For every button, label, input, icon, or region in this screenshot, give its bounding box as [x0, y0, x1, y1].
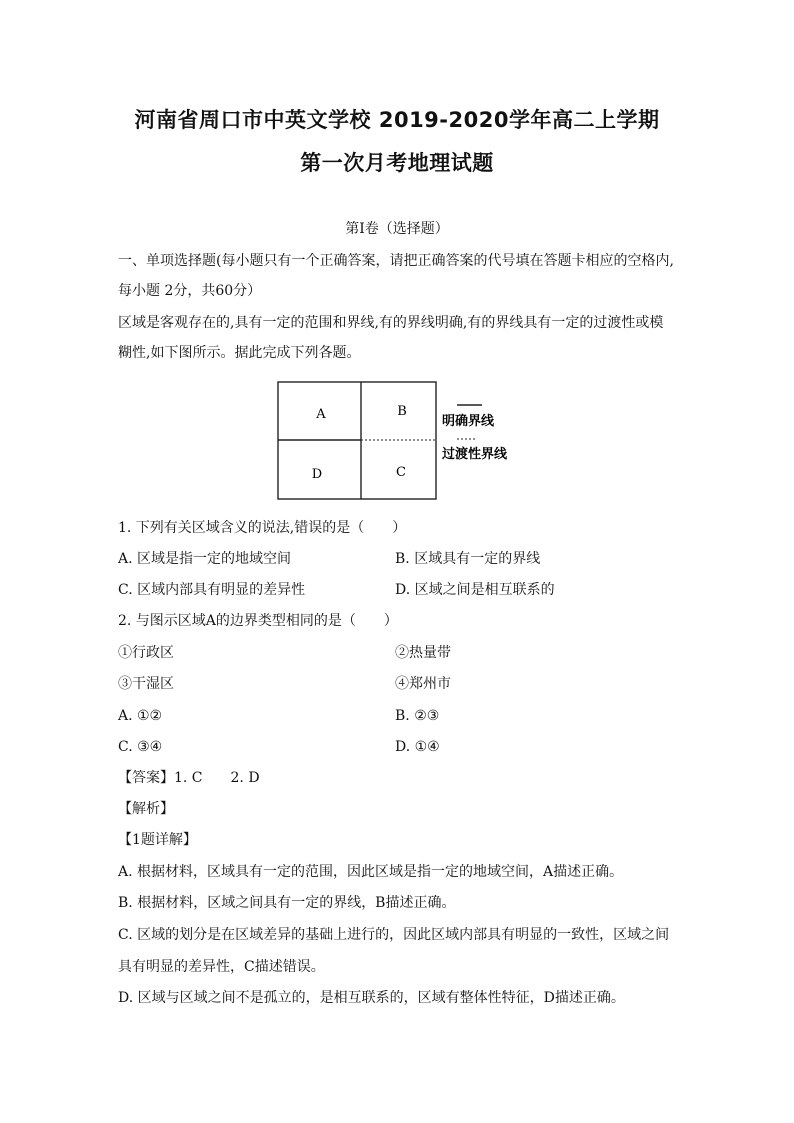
q1-option-a: A. 区域是指一定的地域空间 — [118, 551, 292, 567]
analysis-label: 【解析】 — [118, 801, 174, 817]
cell-label-b: B — [397, 404, 407, 419]
instruction-line-2: 每小题 2分，共60分） — [118, 283, 262, 299]
detail-label: 【1题详解】 — [118, 832, 197, 848]
cell-label-c: C — [396, 465, 406, 480]
analysis-b: B. 根据材料，区域之间具有一定的界线，B描述正确。 — [118, 895, 456, 911]
analysis-c-line-1: C. 区域的划分是在区域差异的基础上进行的，因此区域内部具有明显的一致性，区域之间 — [118, 927, 670, 943]
title-line-1: 河南省周口市中英文学校 2019-2020学年高二上学期 — [134, 108, 660, 132]
region-boundary-figure — [277, 381, 527, 501]
q1-option-b: B. 区域具有一定的界线 — [395, 551, 541, 567]
q2-option-d: D. ①④ — [395, 739, 440, 755]
q2-option-a: A. ①② — [118, 708, 163, 724]
analysis-d: D. 区域与区域之间不是孤立的，是相互联系的，区域有整体性特征，D描述正确。 — [118, 990, 625, 1006]
q1-stem: 1. 下列有关区域含义的说法,错误的是（ ） — [118, 520, 407, 536]
q2-stem: 2. 与图示区域A的边界类型相同的是（ ） — [118, 613, 398, 629]
answer-line: 【答案】1. C 2. D — [118, 770, 260, 786]
q2-item-1: ①行政区 — [118, 645, 174, 661]
cell-label-a: A — [316, 407, 326, 422]
analysis-a: A. 根据材料，区域具有一定的范围，因此区域是指一定的地域空间，A描述正确。 — [118, 864, 624, 880]
title-line-2: 第一次月考地理试题 — [300, 151, 494, 175]
q2-item-2: ②热量带 — [395, 645, 451, 661]
section-heading: 第Ⅰ卷（选择题） — [345, 221, 449, 237]
legend-dashed-label: 过渡性界线 — [442, 447, 508, 462]
legend-solid-label: 明确界线 — [442, 414, 495, 429]
q2-item-4: ④郑州市 — [395, 676, 451, 692]
q1-option-c: C. 区域内部具有明显的差异性 — [118, 582, 306, 598]
q2-option-b: B. ②③ — [395, 708, 440, 724]
q1-option-d: D. 区域之间是相互联系的 — [395, 582, 555, 598]
q2-item-3: ③干湿区 — [118, 676, 174, 692]
q2-option-c: C. ③④ — [118, 739, 163, 755]
instruction-line-1: 一、单项选择题(每小题只有一个正确答案，请把正确答案的代号填在答题卡相应的空格内, — [118, 253, 674, 269]
material-line-2: 糊性,如下图所示。据此完成下列各题。 — [118, 345, 361, 361]
material-line-1: 区域是客观存在的,具有一定的范围和界线,有的界线明确,有的界线具有一定的过渡性或模 — [118, 315, 664, 331]
cell-label-d: D — [311, 467, 323, 482]
analysis-c-line-2: 具有明显的差异性，C描述错误。 — [118, 959, 325, 975]
